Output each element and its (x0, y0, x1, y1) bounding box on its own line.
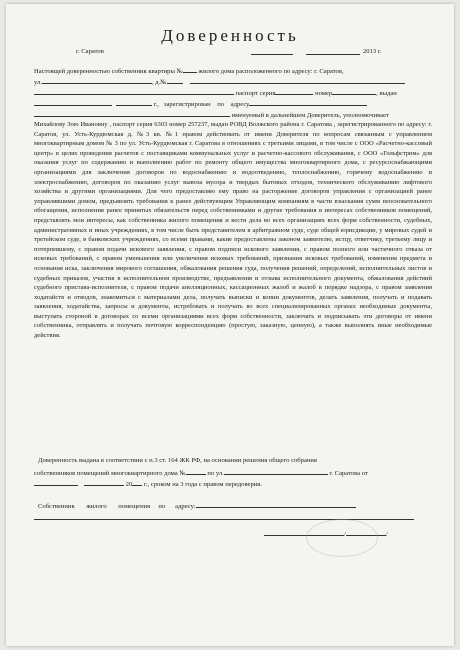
document-title: Доверенность (161, 26, 299, 45)
date-blank-day (251, 47, 293, 55)
signature-line: Собственник жилого помещения по адресу: (38, 500, 356, 511)
footer-line-1: Доверенность выдана в соответствии с п.3 ст. 164 ЖК РФ, на основании решения общего собрания (38, 457, 317, 464)
owner-line-1: Настоящей доверенностью собственник квартиры № жилого дома расположенного по адресу: г. Саратов, (34, 65, 344, 76)
footer-line-3: 20 г., сроком на 3 года с правом передоверия. (34, 478, 262, 489)
registration-line: г., зарегистрирован по адресу (34, 98, 367, 109)
address-line: ул. , д.№ (34, 76, 405, 87)
passport-line: паспорт серия номер , выдан (34, 87, 397, 98)
authority-text: Михайлову Зою Ивановну , паспорт серия 6303 номер 257237, выдан РОВД Волжского района г. Саратова , зарегистрированного по адресу: г. Саратов, ул. Усть-Курдюмская д. №3 кв. №1 правом действовать от имени Доверителя по вопросам связанным с управлением многоквартирным домом № 3 по ул. Усть-Курдюмская г. Саратова в отношениях с третьими лицами, в том числе с ООО «Расчетно-кассовый центр» в целях проведения расчетов с поставщиками коммунальных услуг и расчетно-кассового обслуживания, с ООО «Гольфстрим» для оказания услуг по содержанию и выполнению работ по ремонту общего имущества многоквартирного дома, с ресурсоснабжающими организациями для заключения договоров по водоснабжению и водоотведению, теплоснабжению, горячему водоснабжению и электроснабжению, договоров по оказанию услуг вывоза мусора и твердых бытовых отходов, технического обслуживанию лифтового хозяйства и другими организациями. Для чего предоставляю ему право на расторжение договоров управления с организацией ранее управлявшими домом, предъявлять требования к ранее действующим Управляющим компаниям в части взыскания сумм неосновательного обогащения, исполнения ранее принятых обязательств перед собственниками и другие требования в интересах собственников помещений, представлять мои интересы, как собственника жилого помещения и вести дела во всех организациях всех форм собственности, судебных, административных и иных учреждениях, в том числе быть представителем в арбитражном суде, суде общей юрисдикции, у мировых судей и третейском суде, в банковских учреждениях, со всеми правами, какие предоставлены законом заявителю, истцу, ответчику, третьему лицу и потерпевшему, с правом подачи искового заявления, с правом подписи искового заявления, с правом полного или частичного отказа от исковых требований, с правом уменьшения или увеличения исковых требований, признания исковых требований, изменения предмета и основания иска, заключения мирового соглашения, обжалования решения суда, получения решений, определений, исполнительных листов и судебных приказов, участия в исполнительном производстве, предъявления и отзыва исполнительного документа, обжалования действий судебного пристава-исполнителя, с правом подачи апелляционных, кассационных жалоб и жалоб в порядке надзора, с правом заявления ходатайств и отводов, знакомиться с материалами дела, получать выписки и копии документов, делать заявления, получать и подавать заявления, ходатайства, запросы и документы, истребовать и получать во всех специализированных органах необходимые документы, выступать стороной в договорах со всеми организациями всех форм собственности, заключать и подписывать эти договоры от имени собственника, отправлять и получать почтовую корреспонденцию (простую, заказную, ценную), а также выполнять иные необходимые действия. (34, 121, 432, 340)
date-blank-month (306, 47, 360, 55)
city: г. Саратов (76, 48, 104, 55)
document-page (6, 4, 454, 646)
address-blank (34, 512, 414, 520)
signature-blank: / / (264, 528, 388, 539)
footer-line-2: собственников помещений многоквартирного дома № по ул. г. Саратова от (34, 467, 368, 478)
faint-stamp-mark (306, 519, 378, 557)
year: 2013 г. (363, 48, 382, 55)
representative-line: именуемый в дальнейшем Доверитель, уполномочивает (34, 109, 389, 120)
